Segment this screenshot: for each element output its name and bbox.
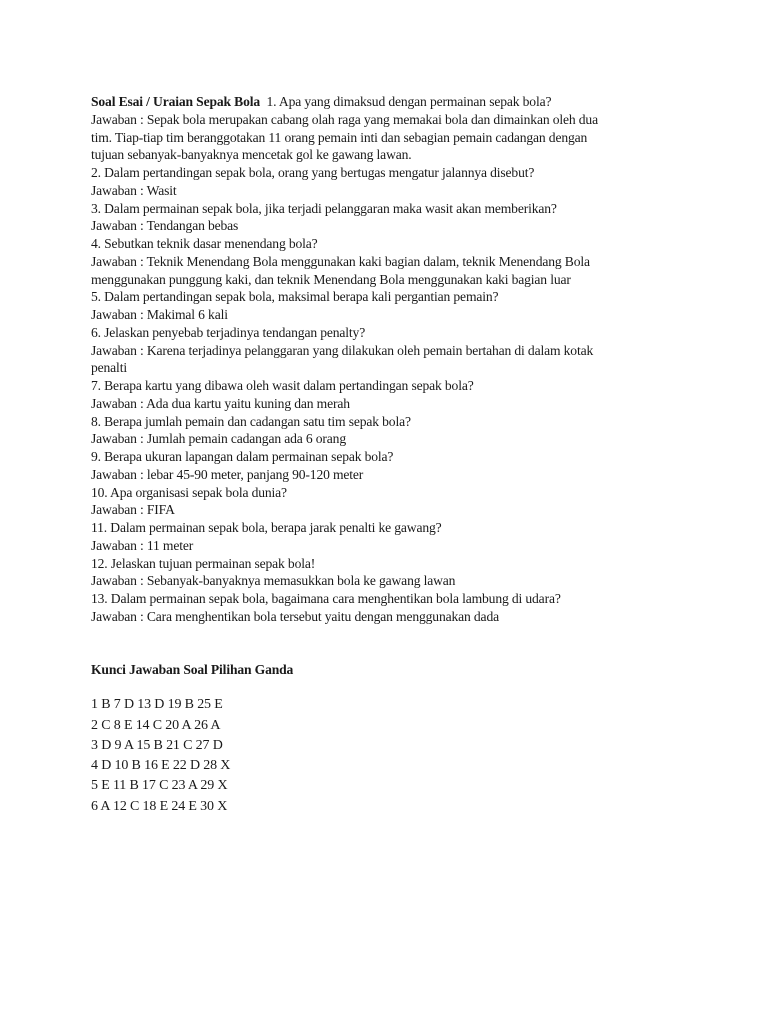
answer-11: Jawaban : 11 meter [91,537,194,553]
question-1: 1. Apa yang dimaksud dengan permainan sepak bola? [266,94,552,109]
answer-7: Jawaban : Ada dua kartu yaitu kuning dan merah [91,395,350,411]
question-6: 6. Jelaskan penyebab terjadinya tendangan penalty? [91,324,366,340]
answer-key-row: 5 E 11 B 17 C 23 A 29 X [91,778,228,794]
question-7: 7. Berapa kartu yang dibawa oleh wasit dalam pertandingan sepak bola? [91,378,474,393]
question-13: 13. Dalam permainan sepak bola, bagaimana cara menghentikan bola lambung di udara? [91,591,561,606]
document-page [91,93,691,817]
answer-5: Jawaban : Makimal 6 kali [91,307,228,322]
question-12: 12. Jelaskan tujuan permainan sepak bola! [91,555,316,571]
question-4: 4. Sebutkan teknik dasar menendang bola? [91,236,318,251]
answer-key-row: 4 D 10 B 16 E 22 D 28 X [91,758,231,774]
answer-12: Jawaban : Sebanyak-banyaknya memasukkan bola ke gawang lawan [91,573,456,589]
essay-header-line [91,93,691,111]
answer-key-row: 6 A 12 C 18 E 24 E 30 X [91,798,228,814]
answer-1-line-3: tujuan sebanyak-banyaknya mencetak gol ke gawang lawan. [91,147,412,163]
answer-key-row: 2 C 8 E 14 C 20 A 26 A [91,717,221,733]
answer-4-line-2: menggunakan punggung kaki, dan teknik Menendang Bola menggunakan kaki bagian luar [91,271,571,287]
question-10: 10. Apa organisasi sepak bola dunia? [91,484,287,500]
answer-key-row: 3 D 9 A 15 B 21 C 27 D [91,737,223,753]
answer-6-line-2: penalti [91,360,127,376]
answer-8: Jawaban : Jumlah pemain cadangan ada 6 orang [91,431,346,447]
answer-6-line-1: Jawaban : Karena terjadinya pelanggaran yang dilakukan oleh pemain bertahan di dalam kotak [91,342,594,358]
answer-3: Jawaban : Tendangan bebas [91,218,239,234]
question-2: 2. Dalam pertandingan sepak bola, orang yang bertugas mengatur jalannya disebut? [91,165,535,180]
question-11: 11. Dalam permainan sepak bola, berapa jarak penalti ke gawang? [91,520,442,535]
answer-key-row: 1 B 7 D 13 D 19 B 25 E [91,697,223,713]
question-3: 3. Dalam permainan sepak bola, jika terjadi pelanggaran maka wasit akan memberikan? [91,200,557,216]
answer-13: Jawaban : Cara menghentikan bola tersebut yaitu dengan menggunakan dada [91,608,499,624]
answer-9: Jawaban : lebar 45-90 meter, panjang 90-120 meter [91,466,364,482]
question-8: 8. Berapa jumlah pemain dan cadangan satu tim sepak bola? [91,413,411,429]
answer-4-line-1: Jawaban : Teknik Menendang Bola menggunakan kaki bagian dalam, teknik Menendang Bola [91,253,590,269]
question-9: 9. Berapa ukuran lapangan dalam permainan sepak bola? [91,449,394,464]
answer-key-title: Kunci Jawaban Soal Pilihan Ganda [91,661,294,677]
answer-1-line-1: Jawaban : Sepak bola merupakan cabang olah raga yang memakai bola dan dimainkan oleh dua [91,111,598,127]
answer-key-table [91,695,691,817]
answer-2: Jawaban : Wasit [91,182,177,198]
answer-10: Jawaban : FIFA [91,502,175,518]
answer-1-line-2: tim. Tiap-tiap tim beranggotakan 11 orang pemain inti dan sebagian pemain cadangan dengan [91,129,588,145]
essay-section-title: Soal Esai / Uraian Sepak Bola [91,94,261,109]
question-5: 5. Dalam pertandingan sepak bola, maksimal berapa kali pergantian pemain? [91,289,499,305]
